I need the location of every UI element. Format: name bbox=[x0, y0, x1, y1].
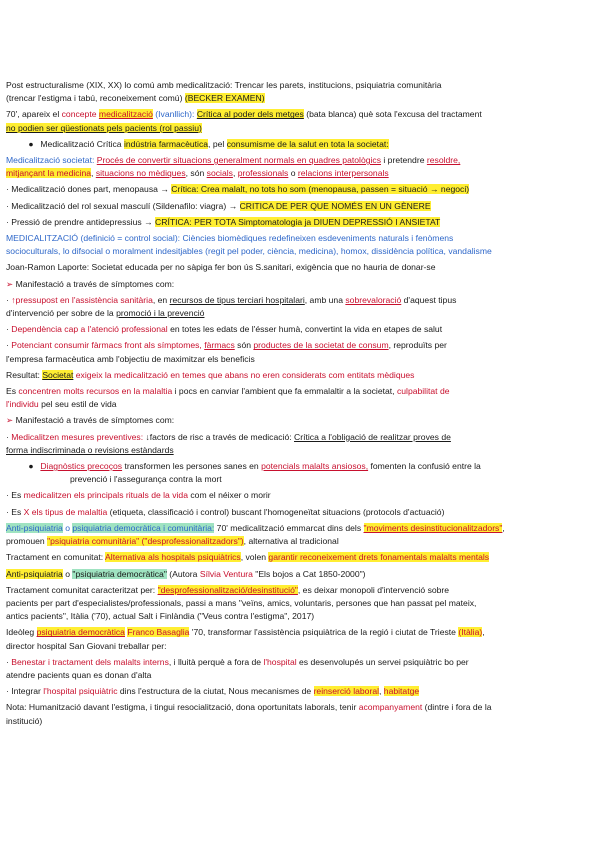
text-segment: i pocs en canviar l'ambient que fa emmalaltir a la societat, bbox=[172, 386, 397, 397]
text-segment: CRITICA DE PER QUE NOMÉS EN UN GÈNERE bbox=[239, 200, 431, 211]
text-line bbox=[6, 261, 591, 274]
text-line bbox=[6, 431, 591, 444]
text-line bbox=[6, 200, 591, 213]
text-segment: Dependència cap a l'atenció professional bbox=[11, 324, 168, 335]
text-segment: Anti-psiquiatria bbox=[6, 522, 63, 533]
text-line bbox=[6, 353, 591, 366]
text-segment: director hospital San Giovani treballar per: bbox=[6, 640, 167, 651]
text-segment: socials bbox=[206, 168, 233, 179]
text-segment: l'hospital bbox=[263, 656, 297, 667]
text-line bbox=[6, 307, 591, 320]
text-segment: professionals bbox=[237, 168, 289, 179]
text-segment: forma indiscriminada o revisions estàndards bbox=[6, 444, 174, 455]
text-segment: indústria farmacèutica bbox=[123, 138, 209, 149]
text-segment: acompanyament bbox=[358, 702, 423, 713]
text-segment: quadres patològics bbox=[308, 155, 381, 166]
text-segment: · bbox=[6, 656, 12, 667]
text-line bbox=[6, 79, 591, 92]
text-line bbox=[6, 597, 591, 610]
text-segment: Nota: Humanització davant l'estigma, i tingui resocialització, dona oportunitats laborals, tenir bbox=[6, 702, 359, 713]
text-segment: Potenciant consumir fàrmacs front als símptomes, bbox=[11, 340, 205, 351]
text-line bbox=[6, 167, 591, 180]
bullet-icon: ● bbox=[28, 461, 34, 472]
text-segment: Ideòleg bbox=[6, 627, 37, 638]
text-segment: prevenció i l'assegurança contra la mort bbox=[70, 474, 222, 485]
text-segment: i pretendre bbox=[381, 155, 427, 166]
text-line bbox=[6, 506, 591, 519]
text-segment: · Medicalització dones part, menopausa → bbox=[6, 184, 172, 195]
text-segment: ➢ bbox=[6, 415, 16, 426]
text-line bbox=[6, 715, 591, 728]
text-segment: , bbox=[232, 168, 238, 179]
text-segment: Anti-psiquiatria bbox=[6, 568, 63, 579]
text-segment: promoció i la prevenció bbox=[116, 308, 205, 319]
text-line bbox=[6, 669, 591, 682]
text-line bbox=[6, 460, 591, 473]
text-segment: culpabilitat de bbox=[396, 386, 450, 397]
text-segment: potencials malalts ansiosos, bbox=[261, 461, 369, 472]
text-segment: "moviments desinstitucionalitzadors" bbox=[363, 522, 503, 533]
text-line bbox=[6, 701, 591, 714]
text-segment: Franco Basaglia bbox=[127, 627, 190, 638]
text-segment: habitatge bbox=[383, 686, 420, 697]
text-segment: Tractament en comunitat: bbox=[6, 552, 106, 563]
text-segment: Post estructuralisme (XIX, XX) lo comú amb medicalització: Trencar les parets, institucions, psiquiatria comunitària bbox=[6, 80, 442, 90]
text-segment: o bbox=[62, 522, 73, 533]
text-segment: antics pacients", Itàlia ('70), actual Salt i Finlàndia ("Veus contra l'estigma", 2017) bbox=[6, 611, 315, 622]
text-segment: (Autora bbox=[166, 568, 200, 579]
text-segment: Crítica a l'obligació de realitzar proves de bbox=[294, 431, 451, 442]
text-line bbox=[6, 122, 591, 135]
text-segment: o bbox=[288, 168, 298, 179]
text-segment: recursos de tipus terciari hospitalari bbox=[169, 294, 305, 305]
text-segment: promouen bbox=[6, 536, 48, 547]
text-segment: socioculturals, lo difsocial o moralment indesitjables (regit pel poder, ciència, medicina), homox, dissidència política, vandalisme bbox=[6, 246, 492, 257]
text-segment: psiquiatria democràtica i comunitària: bbox=[72, 522, 215, 533]
text-segment: , es deixar monopoli d'intervenció sobre bbox=[297, 584, 450, 595]
text-segment: dins l'estructura de la ciutat, Nous mecanismes de bbox=[117, 686, 314, 697]
text-segment: "Els bojos a Cat 1850-2000") bbox=[252, 568, 366, 579]
text-segment: Medicalitzen mesures preventives: bbox=[11, 431, 146, 442]
text-segment: l'hospital psiquiàtric bbox=[43, 686, 118, 697]
text-segment: (bata blanca) què sota l'excusa del tractament bbox=[303, 109, 482, 120]
text-segment: Procés de convertir situacions generalment normals en bbox=[96, 155, 309, 166]
text-line bbox=[6, 294, 591, 307]
text-segment: · bbox=[6, 340, 12, 351]
text-line bbox=[6, 245, 591, 258]
text-segment: ➢ bbox=[6, 278, 16, 289]
text-segment: X els tipus de malaltia bbox=[23, 506, 108, 517]
text-line bbox=[6, 551, 591, 564]
text-line bbox=[6, 385, 591, 398]
text-line bbox=[6, 522, 591, 535]
text-segment: "psiquiatria comunitària" ("desprofessionalitzadors") bbox=[47, 536, 244, 547]
text-segment: "desprofessionalització/desinstitució" bbox=[157, 584, 298, 595]
text-line bbox=[6, 610, 591, 623]
text-segment: 70', apareix el bbox=[6, 109, 62, 120]
text-segment: "psiquiatria democràtica" bbox=[72, 568, 167, 579]
text-segment: d'aquest tipus bbox=[401, 294, 457, 305]
text-segment: 70' medicalització emmarcat dins dels bbox=[214, 522, 364, 533]
text-line bbox=[6, 339, 591, 352]
text-segment: , amb una bbox=[304, 294, 346, 305]
text-line bbox=[6, 232, 591, 245]
text-segment: , i lluità perquè a fora de bbox=[168, 656, 264, 667]
text-segment: (BECKER EXAMEN) bbox=[184, 93, 265, 104]
text-segment: institució) bbox=[6, 715, 43, 726]
text-line bbox=[6, 138, 591, 151]
text-line bbox=[6, 183, 591, 196]
text-segment: · bbox=[6, 294, 12, 305]
text-segment: Es bbox=[6, 386, 19, 397]
text-segment: MEDICALITZACIÓ (definició = control social): Ciències biomèdiques redefineixen esdeveniments naturals i fenòmens bbox=[6, 233, 454, 244]
text-segment: · bbox=[6, 324, 12, 335]
text-segment: Tractament comunitat caracteritzat per: bbox=[6, 584, 158, 595]
text-segment: · Pressió de prendre antidepressius → bbox=[6, 216, 156, 227]
text-segment: Benestar i tractament dels malalts interns bbox=[11, 656, 169, 667]
text-segment: '70, transformar l'assistència psiquiàtrica de la regió i ciutat de Trieste bbox=[189, 627, 459, 638]
text-line bbox=[6, 398, 591, 411]
text-segment: concentren molts recursos en la malaltia bbox=[18, 386, 173, 397]
text-segment: productes de la societat de consum bbox=[253, 340, 389, 351]
text-line bbox=[6, 108, 591, 121]
text-segment: , en bbox=[152, 294, 170, 305]
text-segment: Alternativa als hospitals psiquiàtrics bbox=[105, 552, 241, 563]
text-segment: , reproduïts per bbox=[388, 340, 447, 351]
text-segment: · Medicalització del rol sexual masculí (Sildenafilo: viagra) → bbox=[6, 200, 240, 211]
text-line bbox=[6, 444, 591, 457]
text-segment: · Es bbox=[6, 506, 24, 517]
text-segment: Medicalització societat: bbox=[6, 155, 97, 166]
text-segment: relacions interpersonals bbox=[297, 168, 389, 179]
text-segment: es desenvolupés un servei psiquiàtric bo per bbox=[296, 656, 469, 667]
text-segment: exigeix la medicalització en temes que abans no eren considerats com entitats mèdiques bbox=[73, 369, 415, 380]
document-body bbox=[6, 79, 591, 728]
text-line bbox=[6, 323, 591, 336]
text-line bbox=[6, 369, 591, 382]
text-segment: (Itàlia) bbox=[458, 627, 483, 638]
text-segment: , bbox=[502, 522, 505, 533]
text-segment: Societat bbox=[42, 369, 74, 380]
text-line bbox=[6, 626, 591, 639]
text-segment: consumisme de la salut en tota la societat: bbox=[226, 138, 389, 149]
text-segment: l'individu bbox=[6, 399, 39, 410]
text-segment: mitjançant la medicina bbox=[6, 168, 92, 179]
text-segment: resoldre, bbox=[426, 155, 461, 166]
text-segment: ↑pressupost en l'assistència sanitària bbox=[11, 294, 153, 305]
text-line bbox=[6, 278, 591, 291]
text-segment: d'intervenció per sobre de la bbox=[6, 308, 117, 319]
bullet-icon: ● bbox=[28, 138, 34, 149]
text-segment: , alternativa al tradicional bbox=[243, 536, 339, 547]
text-segment: · Integrar bbox=[6, 686, 44, 697]
text-segment: pacients per part d'especialistes/professionals, passi a mans "veïns, amics, voluntaris, persones que han passat pel mateix, bbox=[6, 597, 477, 608]
text-segment: (trencar l'estigma i tabú, reconeixement comú) bbox=[6, 93, 185, 104]
text-segment: situacions no mèdiques bbox=[95, 168, 186, 179]
text-segment: Crítica: Crea malalt, no tots ho som (menopausa, passen = situació → negoci) bbox=[171, 184, 470, 195]
text-segment: Manifestació a través de símptomes com: bbox=[15, 278, 175, 289]
text-segment: fomenten la confusió entre la bbox=[368, 461, 481, 472]
text-segment: medicalització bbox=[98, 109, 153, 120]
text-segment: Joan-Ramon Laporte: Societat educada per no sàpiga fer bon ús S.sanitari, exigència que no hauria de donar-se bbox=[6, 262, 436, 273]
text-segment: , pel bbox=[208, 138, 227, 149]
text-segment: fàrmacs bbox=[204, 340, 235, 351]
text-segment: reinserció laboral bbox=[313, 686, 380, 697]
text-segment: Medicalització Crítica bbox=[38, 138, 124, 149]
text-segment: , bbox=[379, 686, 384, 697]
text-segment: (etiqueta, classificació i control) buscant l'homogeneïtat situacions (protocols d'actuació) bbox=[107, 506, 445, 517]
text-segment: com el néixer o morir bbox=[188, 490, 271, 501]
text-segment: · Es bbox=[6, 490, 24, 501]
text-line bbox=[6, 640, 591, 653]
text-segment: (Ivanllich): bbox=[152, 109, 197, 120]
text-segment: Resultat: bbox=[6, 369, 43, 380]
text-segment: ↓factors de risc a través de medicació: bbox=[145, 431, 295, 442]
text-segment: atendre pacients quan es donan d'alta bbox=[6, 669, 152, 680]
text-segment: pel seu estil de vida bbox=[38, 399, 117, 410]
text-line bbox=[6, 92, 591, 105]
text-segment: , són bbox=[185, 168, 207, 179]
text-segment: concepte bbox=[61, 109, 99, 120]
text-segment: (dintre i fora de la bbox=[422, 702, 492, 713]
text-segment: no podien ser qüestionats pels pacients (rol passiu) bbox=[6, 122, 202, 133]
text-segment: , bbox=[91, 168, 96, 179]
text-line bbox=[6, 568, 591, 581]
text-segment: Manifestació a través de símptomes com: bbox=[15, 415, 175, 426]
text-segment: o bbox=[62, 568, 73, 579]
text-segment: , bbox=[482, 627, 485, 638]
text-segment: CRÍTICA: PER TOTA Simptomatologia ja DIUEN DEPRESSIÓ I ANSIETAT bbox=[155, 216, 441, 227]
text-line bbox=[6, 473, 591, 486]
text-segment: són bbox=[234, 340, 254, 351]
text-segment: Sílvia Ventura bbox=[199, 568, 253, 579]
text-segment: transformen les persones sanes en bbox=[122, 461, 262, 472]
text-segment: psiquiatria democràtica bbox=[36, 627, 125, 638]
text-segment: medicalitzen els principals rituals de la vida bbox=[23, 490, 188, 501]
text-line bbox=[6, 489, 591, 502]
text-line bbox=[6, 656, 591, 669]
text-segment: Diagnòstics precoços bbox=[40, 461, 123, 472]
text-line bbox=[6, 154, 591, 167]
text-line bbox=[6, 535, 591, 548]
text-line bbox=[6, 414, 591, 427]
text-segment: sobrevaloració bbox=[345, 294, 402, 305]
text-line bbox=[6, 685, 591, 698]
text-segment: · bbox=[6, 431, 12, 442]
text-line bbox=[6, 584, 591, 597]
text-segment: en totes les edats de l'ésser humà, convertint la vida en etapes de salut bbox=[167, 324, 443, 335]
text-segment: Crítica al poder dels metges bbox=[196, 109, 304, 120]
text-segment: , volen bbox=[240, 552, 269, 563]
text-segment: garantir reconeixement drets fonamentals malalts mentals bbox=[268, 552, 490, 563]
text-segment: l'empresa farmacèutica amb l'objectiu de maximitzar els beneficis bbox=[6, 353, 255, 364]
text-line bbox=[6, 216, 591, 229]
